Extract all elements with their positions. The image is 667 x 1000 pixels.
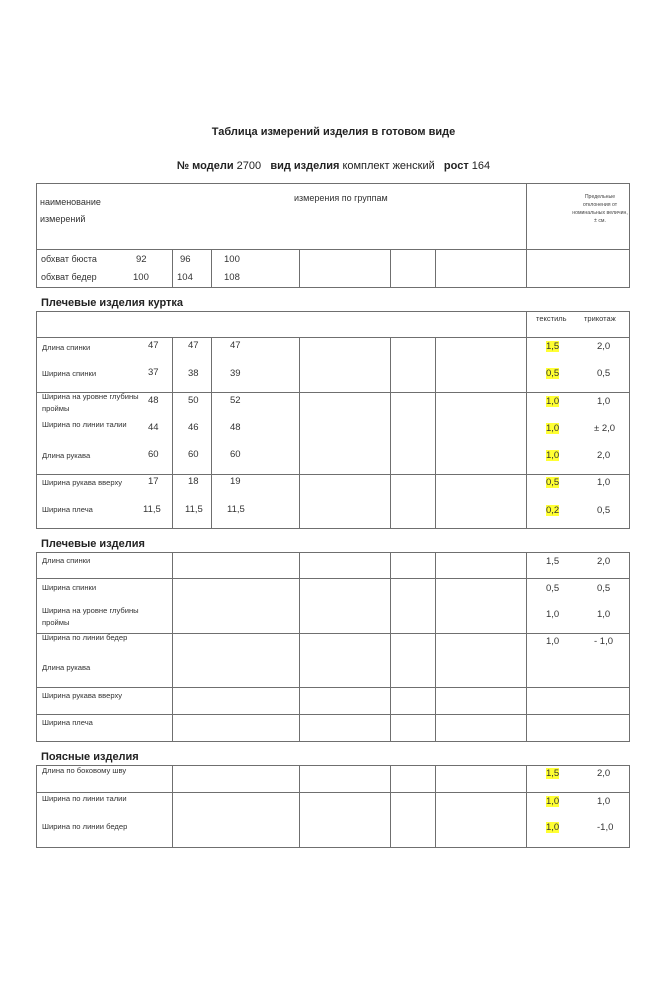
table-line [36, 528, 630, 529]
section-title-jacket: Плечевые изделия куртка [41, 297, 184, 309]
jacket-textile-tolerance: 1,5 [546, 341, 560, 352]
jacket-row-value: 39 [230, 368, 241, 379]
table-line [390, 765, 391, 847]
jacket-row-value: 38 [188, 368, 199, 379]
model-value: 2700 [236, 160, 262, 172]
waist-knit-tolerance: -1,0 [597, 822, 614, 833]
table-line [36, 578, 630, 579]
column-header-textile: текстиль [536, 314, 567, 323]
jacket-row-value: 60 [148, 449, 159, 460]
page-title: Таблица измерений изделия в готовом виде [211, 126, 456, 138]
jacket-textile-tolerance: 0,5 [546, 368, 560, 379]
jacket-row-value: 60 [230, 449, 241, 460]
jacket-row-value: 44 [148, 422, 159, 433]
table-line [629, 552, 630, 741]
jacket-row-value: 46 [188, 422, 199, 433]
table-line [36, 847, 630, 848]
jacket-row-value: 37 [148, 367, 159, 378]
table-line [390, 552, 391, 741]
jacket-row-label: Ширина рукава вверху [42, 478, 123, 487]
table-line [526, 765, 527, 847]
jacket-textile-tolerance: 1,0 [546, 396, 560, 407]
table-line [211, 249, 212, 287]
table-line [172, 765, 173, 847]
jacket-knit-tolerance: 0,5 [597, 505, 611, 516]
jacket-row-label: Ширина на уровне глубины проймы [42, 392, 139, 413]
body-row-value: 100 [133, 272, 149, 283]
shoulder-knit-tolerance: 1,0 [597, 609, 611, 620]
table-line [526, 552, 527, 741]
table-line [172, 552, 173, 741]
jacket-row-value: 11,5 [143, 504, 161, 515]
waist-row-label: Ширина по линии бедер [42, 822, 128, 831]
table-line [299, 552, 300, 741]
height-value: 164 [471, 160, 491, 172]
header-name-label: наименование измерений [40, 197, 101, 224]
jacket-row-value: 17 [148, 476, 159, 487]
table-line [36, 337, 630, 338]
shoulder-row-label: Длина рукава [42, 663, 91, 672]
table-line [526, 311, 527, 528]
table-line [36, 311, 37, 528]
jacket-knit-tolerance: 2,0 [597, 450, 611, 461]
shoulder-row-label: Ширина на уровне глубины проймы [42, 606, 139, 627]
table-line [629, 183, 630, 287]
table-line [36, 249, 630, 250]
jacket-row-label: Ширина плеча [42, 505, 93, 514]
body-row-value: 108 [224, 272, 240, 283]
table-line [36, 474, 630, 475]
body-row-label: обхват бедер [41, 272, 97, 282]
waist-row-label: Длина по боковому шву [42, 766, 127, 775]
table-line [172, 337, 173, 528]
jacket-row-value: 50 [188, 395, 199, 406]
table-line [390, 249, 391, 287]
body-row-value: 104 [177, 272, 193, 283]
jacket-row-label: Ширина по линии талии [42, 420, 127, 429]
waist-textile-tolerance: 1,5 [546, 768, 560, 779]
shoulder-textile-tolerance: 0,5 [546, 583, 560, 594]
model-label: № модели [176, 160, 234, 172]
shoulder-row-label: Ширина плеча [42, 718, 93, 727]
body-row-label: обхват бюста [41, 254, 97, 264]
body-row-value: 100 [224, 254, 240, 265]
table-line [36, 714, 630, 715]
type-value: комплект женский [342, 160, 435, 172]
table-line [36, 765, 37, 847]
table-line [299, 337, 300, 528]
jacket-textile-tolerance: 1,0 [546, 423, 560, 434]
table-line [172, 249, 173, 287]
table-line [36, 552, 37, 741]
table-line [390, 337, 391, 528]
table-line [36, 687, 630, 688]
shoulder-row-label: Ширина рукава вверху [42, 691, 123, 700]
jacket-row-value: 48 [148, 395, 159, 406]
waist-row-label: Ширина по линии талии [42, 794, 127, 803]
model-info [0, 160, 667, 172]
jacket-row-value: 52 [230, 395, 241, 406]
table-line [299, 249, 300, 287]
header-groups-label: измерения по группам [294, 193, 388, 203]
table-line [36, 287, 630, 288]
table-line [435, 552, 436, 741]
waist-knit-tolerance: 2,0 [597, 768, 611, 779]
jacket-textile-tolerance: 0,2 [546, 505, 560, 516]
jacket-knit-tolerance: 2,0 [597, 341, 611, 352]
table-line [629, 765, 630, 847]
jacket-textile-tolerance: 0,5 [546, 477, 560, 488]
jacket-row-value: 11,5 [227, 504, 245, 515]
jacket-row-value: 47 [148, 340, 159, 351]
jacket-row-value: 11,5 [185, 504, 203, 515]
shoulder-textile-tolerance: 1,5 [546, 556, 560, 567]
body-row-value: 92 [136, 254, 147, 265]
body-row-value: 96 [180, 254, 191, 265]
table-line [36, 552, 630, 553]
table-line [435, 765, 436, 847]
shoulder-knit-tolerance: - 1,0 [594, 636, 614, 647]
table-line [435, 337, 436, 528]
waist-knit-tolerance: 1,0 [597, 796, 611, 807]
table-line [299, 765, 300, 847]
section-title-waist: Поясные изделия [41, 751, 139, 763]
table-line [36, 183, 630, 184]
shoulder-knit-tolerance: 2,0 [597, 556, 611, 567]
table-line [526, 183, 527, 287]
section-title-shoulder: Плечевые изделия [41, 538, 145, 550]
jacket-row-value: 47 [230, 340, 241, 351]
shoulder-textile-tolerance: 1,0 [546, 636, 560, 647]
shoulder-row-label: Длина спинки [42, 556, 91, 565]
column-header-knit: трикотаж [584, 314, 616, 323]
shoulder-row-label: Ширина по линии бедер [42, 633, 128, 642]
table-line [36, 183, 37, 287]
height-label: рост [443, 160, 469, 172]
waist-textile-tolerance: 1,0 [546, 796, 560, 807]
jacket-row-label: Длина рукава [42, 451, 91, 460]
type-label: вид изделия [270, 160, 340, 172]
jacket-row-value: 19 [230, 476, 241, 487]
shoulder-knit-tolerance: 0,5 [597, 583, 611, 594]
jacket-row-value: 48 [230, 422, 241, 433]
table-line [211, 337, 212, 528]
shoulder-textile-tolerance: 1,0 [546, 609, 560, 620]
jacket-knit-tolerance: 0,5 [597, 368, 611, 379]
jacket-knit-tolerance: 1,0 [597, 477, 611, 488]
jacket-row-value: 47 [188, 340, 199, 351]
header-tolerance-label: Предельные отклонения от номинальных величин, ± см. [572, 194, 628, 224]
jacket-knit-tolerance: ± 2,0 [594, 423, 616, 434]
jacket-row-label: Ширина спинки [42, 369, 97, 378]
jacket-row-value: 18 [188, 476, 199, 487]
table-line [36, 741, 630, 742]
jacket-textile-tolerance: 1,0 [546, 450, 560, 461]
table-line [36, 311, 630, 312]
waist-textile-tolerance: 1,0 [546, 822, 560, 833]
jacket-knit-tolerance: 1,0 [597, 396, 611, 407]
jacket-row-value: 60 [188, 449, 199, 460]
jacket-row-label: Длина спинки [42, 343, 91, 352]
shoulder-row-label: Ширина спинки [42, 583, 97, 592]
table-line [629, 311, 630, 528]
table-line [435, 249, 436, 287]
